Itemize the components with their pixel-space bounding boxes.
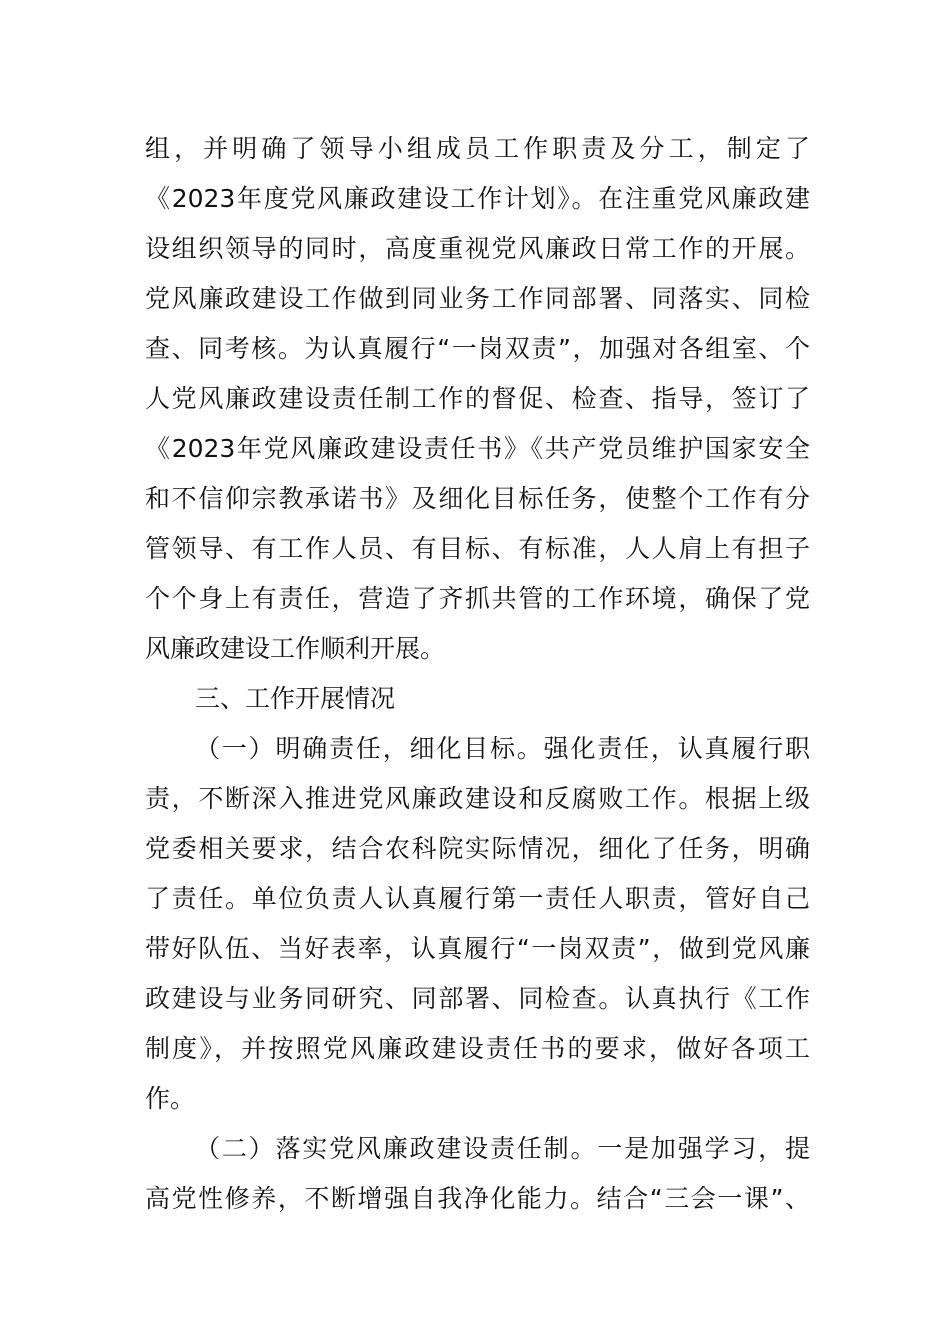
paragraph-line: 了责任。单位负责人认真履行第一责任人职责，管好自己 [145, 884, 810, 913]
paragraph-line: 责，不断深入推进党风廉政建设和反腐败工作。根据上级 [145, 784, 810, 813]
paragraph-line: 党风廉政建设工作做到同业务工作同部署、同落实、同检 [145, 284, 810, 313]
section-heading: 三、工作开展情况 [195, 684, 396, 713]
paragraph-line: （二）落实党风廉政建设责任制。一是加强学习，提 [195, 1134, 810, 1163]
paragraph-line: （一）明确责任，细化目标。强化责任，认真履行职 [195, 734, 810, 763]
paragraph-line: 管领导、有工作人员、有目标、有标准，人人肩上有担子 [145, 534, 810, 563]
paragraph-line: 《2023年党风廉政建设责任书》《共产党员维护国家安全 [145, 434, 810, 463]
paragraph-line: 设组织领导的同时，高度重视党风廉政日常工作的开展。 [145, 234, 810, 263]
paragraph-line: 个个身上有责任，营造了齐抓共管的工作环境，确保了党 [145, 584, 810, 613]
paragraph-line: 人党风廉政建设责任制工作的督促、检查、指导，签订了 [145, 384, 810, 413]
paragraph-line: 党委相关要求，结合农科院实际情况，细化了任务，明确 [145, 834, 810, 863]
paragraph-line: 高党性修养，不断增强自我净化能力。结合“三会一课”、 [145, 1184, 810, 1213]
paragraph-line: 组，并明确了领导小组成员工作职责及分工，制定了 [145, 134, 810, 163]
paragraph-line: 和不信仰宗教承诺书》及细化目标任务，使整个工作有分 [145, 484, 810, 513]
paragraph-line: 带好队伍、当好表率，认真履行“一岗双责”，做到党风廉 [145, 934, 810, 963]
paragraph-line: 查、同考核。为认真履行“一岗双责”，加强对各组室、个 [145, 334, 810, 363]
paragraph-line: 制度》，并按照党风廉政建设责任书的要求，做好各项工 [145, 1034, 810, 1063]
paragraph-line: 作。 [145, 1084, 196, 1113]
paragraph-line: 政建设与业务同研究、同部署、同检查。认真执行《工作 [145, 984, 810, 1013]
paragraph-line: 风廉政建设工作顺利开展。 [145, 634, 446, 663]
paragraph-line: 《2023年度党风廉政建设工作计划》。在注重党风廉政建 [145, 184, 810, 213]
